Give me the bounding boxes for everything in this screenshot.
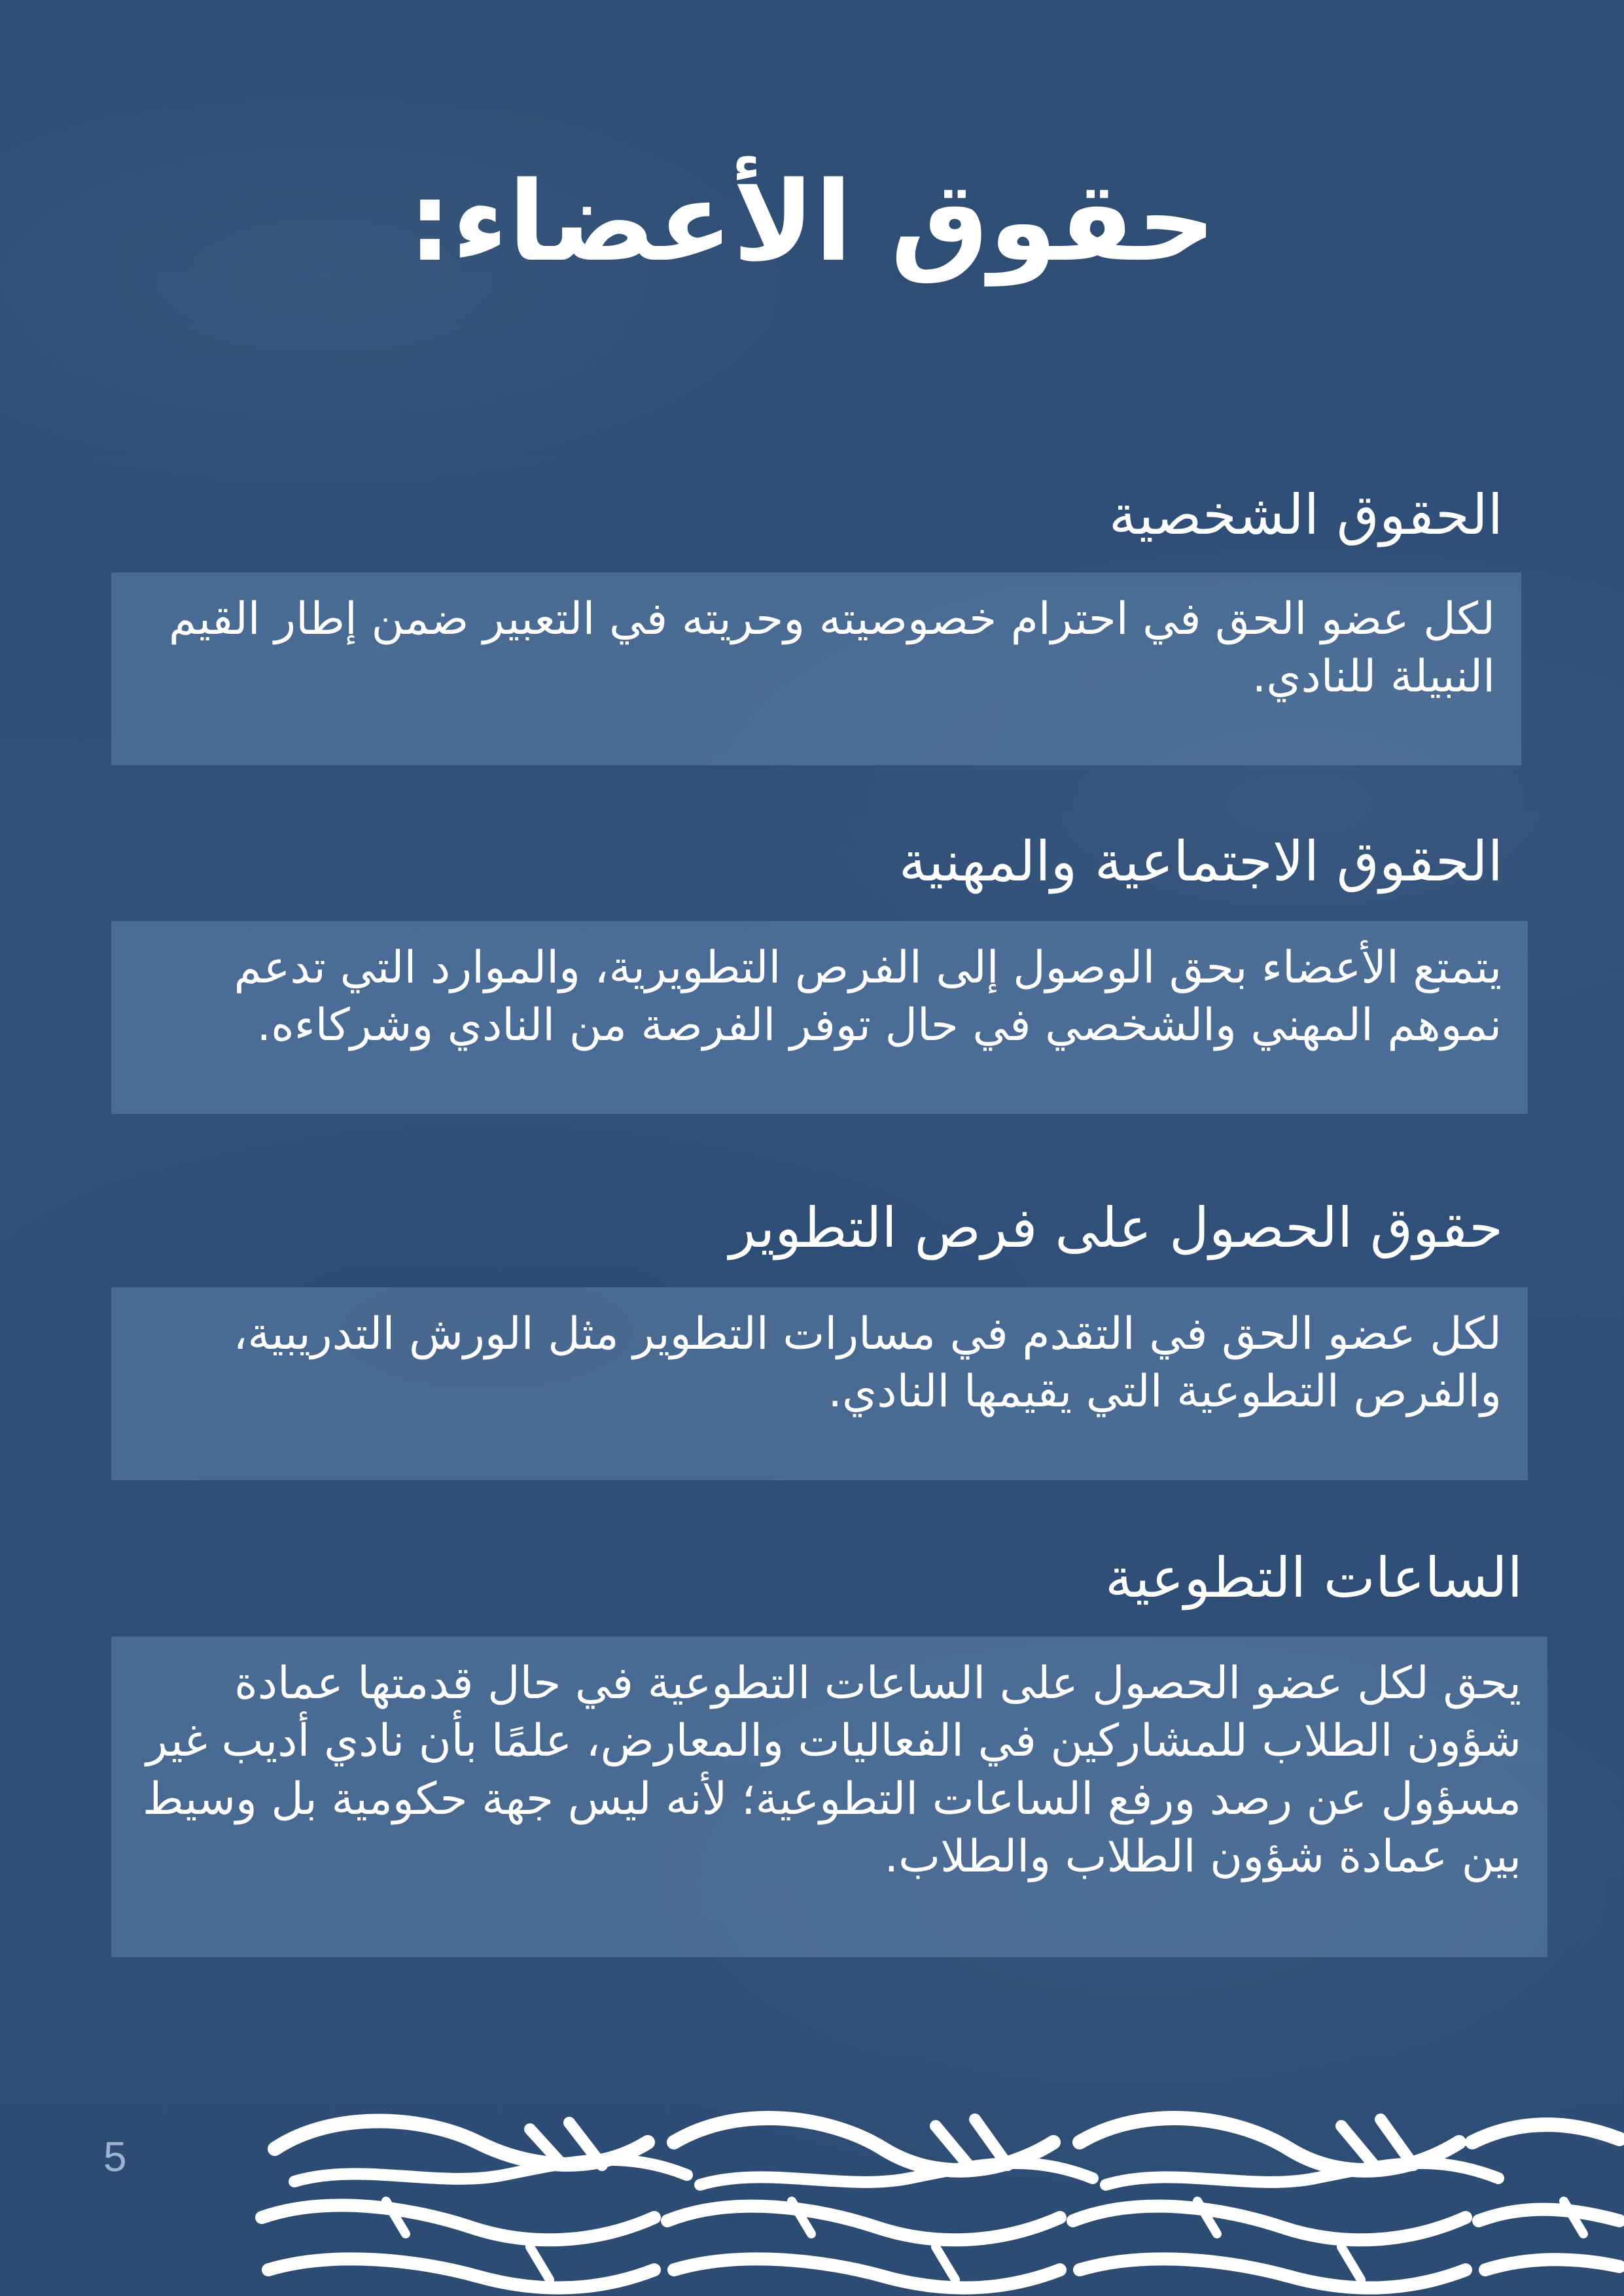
section-box-development-rights [111,1287,1528,1480]
section-body-development-rights: لكل عضو الحق في التقدم في مسارات التطوير مثل الورش التدريبية، والفرص التطوعية التي يقيمها النادي. [233,1308,1502,1418]
page-number: 5 [103,2133,127,2180]
section-box-volunteer-hours [111,1637,1547,1957]
section-box-personal-rights [111,572,1521,765]
page-title: حقوق الأعضاء: [408,158,1216,286]
section-body-social-professional-rights: يتمتع الأعضاء بحق الوصول إلى الفرص التطويرية، والموارد التي تدعم نموهم المهني والشخصي في حال توفر الفرصة من النادي وشركاءه. [234,942,1502,1052]
section-body-personal-rights: لكل عضو الحق في احترام خصوصيته وحريته في التعبير ضمن إطار القيم النبيلة للنادي. [168,593,1495,703]
section-heading-social-professional-rights: الحقوق الاجتماعية والمهنية [898,829,1503,894]
calligraphy-ornament-icon [255,2103,1624,2296]
section-box-social-professional-rights [111,921,1528,1114]
section-heading-personal-rights: الحقوق الشخصية [1108,483,1503,547]
section-heading-development-rights: حقوق الحصول على فرص التطوير [729,1196,1503,1260]
section-heading-volunteer-hours: الساعات التطوعية [1104,1546,1523,1610]
section-body-volunteer-hours: يحق لكل عضو الحصول على الساعات التطوعية في حال قدمتها عمادة شؤون الطلاب للمشاركين في الفعاليات والمعارض، علمًا بأن نادي أديب غير مسؤول عن رصد ورفع الساعات التطوعية؛ لأنه ليس جهة حكومية بل وسيط بين عمادة شؤون الطلاب والطلاب. [142,1658,1521,1883]
